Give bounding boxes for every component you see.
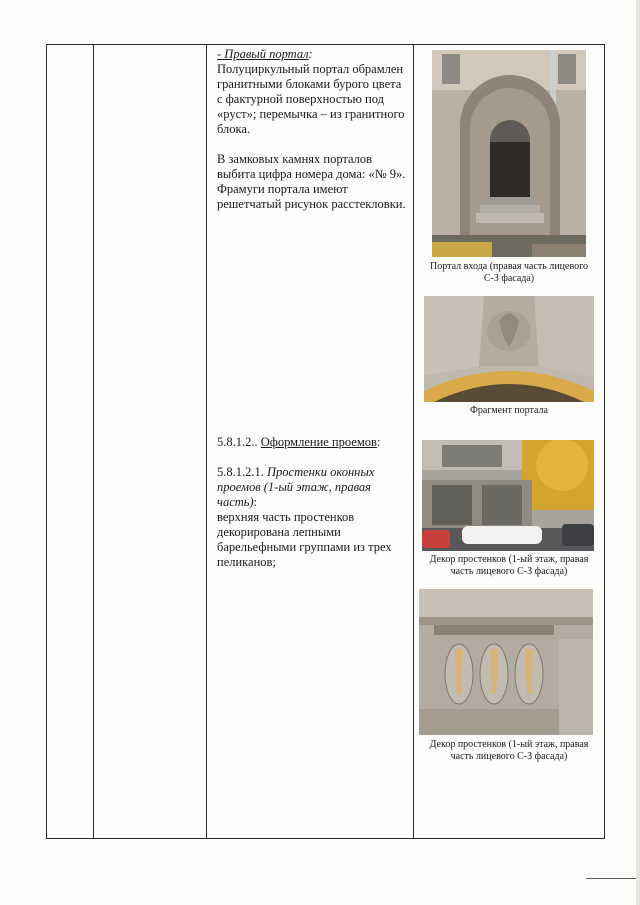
- table-col-border-4: [413, 44, 414, 839]
- portal-text-line: выбита цифра номера дома: «№ 9».: [217, 167, 406, 181]
- scan-edge-line: [586, 878, 640, 879]
- portal-text-line: гранитными блоками бурого цвета: [217, 77, 402, 91]
- table-col-border-3: [206, 44, 207, 839]
- openings-subheading: 5.8.1.2.1. Простенки оконных: [217, 465, 375, 479]
- portal-description: [217, 47, 411, 212]
- openings-subheading-cont: часть):: [217, 495, 258, 509]
- openings-text-line: декорирована лепными: [217, 525, 341, 539]
- table-top-border: [46, 44, 604, 45]
- openings-text-line: верхняя часть простенков: [217, 510, 355, 524]
- photo-pier-decor-street: [422, 440, 594, 551]
- caption-pier-decor-street: Декор простенков (1-ый этаж, правая часть лицевого С-З фасада): [429, 554, 589, 577]
- table-col-border-1: [46, 44, 47, 839]
- caption-pelicans-closeup: Декор простенков (1-ый этаж, правая часть лицевого С-З фасада): [429, 739, 589, 762]
- photo-portal-fragment: [424, 296, 594, 402]
- portal-text-line: Полуциркульный портал обрамлен: [217, 62, 404, 76]
- portal-text-line: Фрамуги портала имеют: [217, 182, 348, 196]
- openings-description: [217, 435, 411, 570]
- scan-edge-shadow: [636, 0, 640, 905]
- table-col-border-5: [604, 44, 605, 839]
- portal-heading: - Правый портал:: [217, 47, 313, 61]
- portal-text-line: решетчатый рисунок расстекловки.: [217, 197, 406, 211]
- caption-portal-entrance: Портал входа (правая часть лицевого С-З фасада): [430, 261, 588, 284]
- portal-text-line: с фактурной поверхностью под: [217, 92, 384, 106]
- openings-heading: 5.8.1.2.. Оформление проемов:: [217, 435, 381, 449]
- table-col-border-2: [93, 44, 94, 839]
- caption-portal-fragment: Фрагмент портала: [470, 405, 548, 416]
- openings-text-line: барельефными группами из трех: [217, 540, 392, 554]
- photo-pelicans-closeup: [419, 589, 593, 735]
- portal-text-line: В замковых камнях порталов: [217, 152, 373, 166]
- table-bottom-border: [46, 838, 604, 839]
- photo-portal-entrance: [432, 50, 586, 257]
- portal-text-line: блока.: [217, 122, 251, 136]
- openings-text-line: пеликанов;: [217, 555, 276, 569]
- portal-text-line: «руст»; перемычка – из гранитного: [217, 107, 405, 121]
- openings-subheading-cont: проемов (1-ый этаж, правая: [217, 480, 371, 494]
